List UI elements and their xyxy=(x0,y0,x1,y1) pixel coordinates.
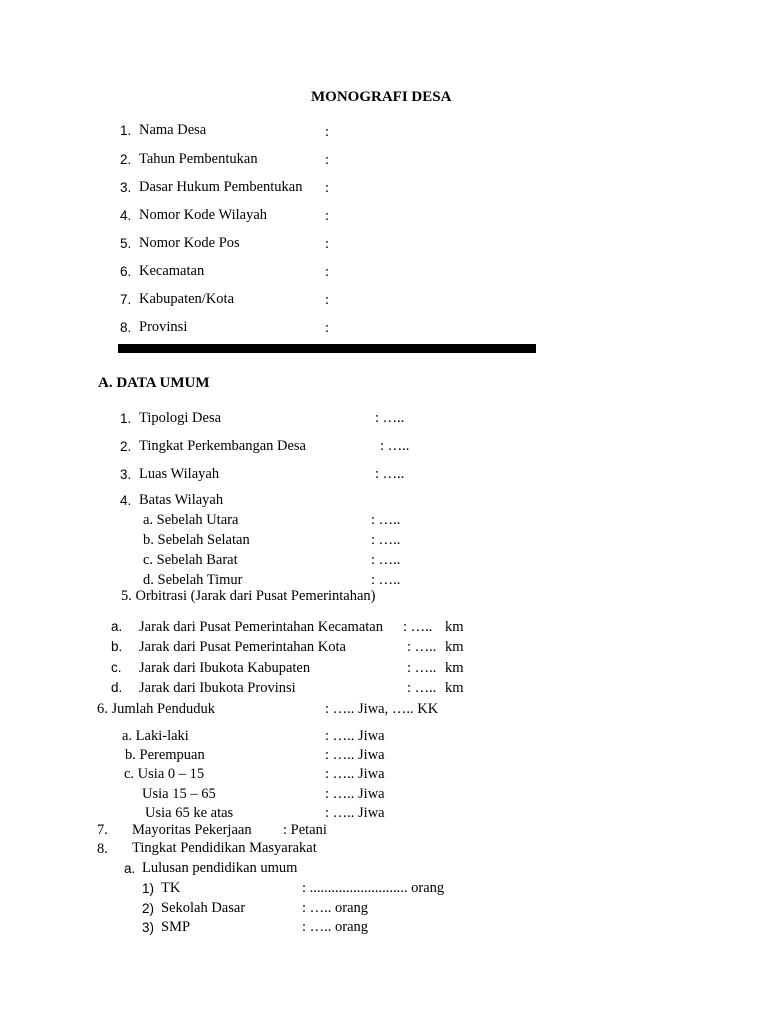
field-label: Provinsi xyxy=(139,319,188,335)
field-value: : ….. xyxy=(403,619,433,635)
field-colon: : xyxy=(325,208,330,224)
field-colon: : xyxy=(325,264,330,280)
field-value: : ….. Jiwa xyxy=(325,786,385,802)
field-value: : ….. xyxy=(371,512,401,528)
list-number: 3. xyxy=(120,180,132,195)
list-number: 3) xyxy=(142,920,155,935)
field-label: Kabupaten/Kota xyxy=(139,291,235,307)
field-label: b. Sebelah Selatan xyxy=(143,532,250,548)
document-title: MONOGRAFI DESA xyxy=(311,89,452,105)
list-number: 2) xyxy=(142,901,155,916)
list-letter: c. xyxy=(111,660,122,675)
field-label: Mayoritas Pekerjaan xyxy=(132,822,252,838)
list-number: 1. xyxy=(120,411,132,426)
field-value: : ….. Jiwa xyxy=(325,747,385,763)
field-label: c. Sebelah Barat xyxy=(143,552,238,568)
list-number: 7. xyxy=(97,822,108,838)
field-label: Dasar Hukum Pembentukan xyxy=(139,179,303,195)
field-label: Tingkat Pendidikan Masyarakat xyxy=(132,840,317,856)
field-label: Sekolah Dasar xyxy=(161,900,246,916)
field-label: Tingkat Perkembangan Desa xyxy=(139,438,306,454)
field-value: : ….. xyxy=(371,532,401,548)
field-label: a. Sebelah Utara xyxy=(143,512,239,528)
field-unit: km xyxy=(445,639,464,655)
field-label: Kecamatan xyxy=(139,263,205,279)
subsection-heading: 6. Jumlah Penduduk xyxy=(97,701,216,717)
list-number: 3. xyxy=(120,467,132,482)
field-label: TK xyxy=(161,880,181,896)
field-label: b. Perempuan xyxy=(125,747,205,763)
field-label: Usia 15 – 65 xyxy=(142,786,216,802)
field-value: : ….. Jiwa xyxy=(325,728,385,744)
list-letter: b. xyxy=(111,639,123,654)
list-number: 1) xyxy=(142,881,155,896)
field-value: : ….. xyxy=(375,466,405,482)
list-letter: d. xyxy=(111,680,123,695)
field-label: Usia 65 ke atas xyxy=(145,805,234,821)
field-value: : ….. xyxy=(407,680,437,696)
list-number: 8. xyxy=(120,320,132,335)
field-label: Lulusan pendidikan umum xyxy=(142,860,298,876)
field-label: SMP xyxy=(161,919,191,935)
list-number: 2. xyxy=(120,152,132,167)
field-unit: km xyxy=(445,619,464,635)
field-label: Luas Wilayah xyxy=(139,466,220,482)
field-label: Nama Desa xyxy=(139,122,207,138)
field-colon: : xyxy=(325,236,330,252)
field-colon: : xyxy=(325,320,330,336)
field-value: : ….. orang xyxy=(302,919,369,935)
list-letter: a. xyxy=(111,619,123,634)
field-value: : ….. Jiwa xyxy=(325,766,385,782)
list-number: 6. xyxy=(120,264,132,279)
field-label: Tahun Pembentukan xyxy=(139,151,258,167)
field-label: Jarak dari Pusat Pemerintahan Kota xyxy=(139,639,346,655)
field-label: Tipologi Desa xyxy=(139,410,222,426)
field-label: d. Sebelah Timur xyxy=(143,572,243,588)
field-value: : ….. Jiwa xyxy=(325,805,385,821)
field-value: : ….. xyxy=(407,639,437,655)
field-value: : ........................... orang xyxy=(302,880,445,896)
field-value: : ….. xyxy=(375,410,405,426)
field-value: : ….. Jiwa, ….. KK xyxy=(325,701,439,717)
section-heading: A. DATA UMUM xyxy=(98,375,210,391)
field-value: : ….. orang xyxy=(302,900,369,916)
field-value: : ….. xyxy=(371,572,401,588)
list-number: 2. xyxy=(120,439,132,454)
subsection-heading: 5. Orbitrasi (Jarak dari Pusat Pemerintahan) xyxy=(121,588,376,604)
field-value: : ….. xyxy=(380,438,410,454)
field-value: : ….. xyxy=(371,552,401,568)
field-value: : ….. xyxy=(407,660,437,676)
field-label: c. Usia 0 – 15 xyxy=(124,766,205,782)
list-number: 7. xyxy=(120,292,132,307)
field-label: Batas Wilayah xyxy=(139,492,224,508)
field-colon: : xyxy=(325,180,330,196)
field-unit: km xyxy=(445,680,464,696)
list-letter: a. xyxy=(124,861,136,876)
list-number: 4. xyxy=(120,208,132,223)
list-number: 4. xyxy=(120,493,132,508)
field-colon: : xyxy=(325,124,330,140)
field-label: Jarak dari Pusat Pemerintahan Kecamatan xyxy=(139,619,383,635)
field-label: Nomor Kode Wilayah xyxy=(139,207,268,223)
field-unit: km xyxy=(445,660,464,676)
list-number: 1. xyxy=(120,123,132,138)
list-number: 5. xyxy=(120,236,132,251)
field-label: a. Laki-laki xyxy=(122,728,189,744)
list-number: 8. xyxy=(97,841,108,857)
field-colon: : xyxy=(325,152,330,168)
section-divider xyxy=(118,344,536,353)
field-colon: : xyxy=(325,292,330,308)
field-value: : Petani xyxy=(283,822,327,838)
field-label: Nomor Kode Pos xyxy=(139,235,240,251)
field-label: Jarak dari Ibukota Provinsi xyxy=(139,680,296,696)
field-label: Jarak dari Ibukota Kabupaten xyxy=(139,660,311,676)
